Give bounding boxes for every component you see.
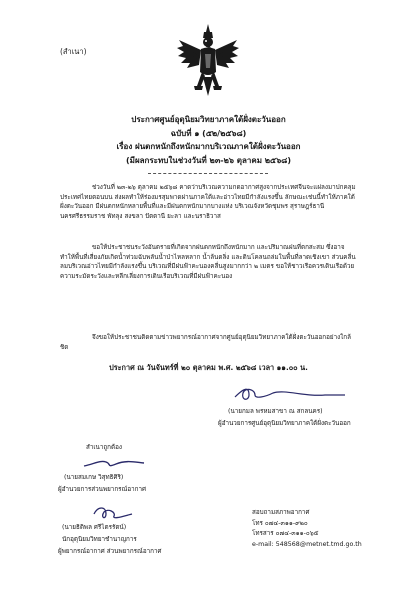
contact-fax: โทรสาร ๐๗๔-๓๑๑-๐๖๕: [252, 530, 319, 537]
director-name: (นายกมล พรหมสาขา ณ สกลนคร): [228, 408, 323, 415]
body-paragraph-3: จึงขอให้ประชาชนติดตามข่าวพยากรณ์อากาศจากศูนย์อุตุนิยมวิทยาภาคใต้ฝั่งตะวันออกอย่างใกล้ชิด: [60, 334, 351, 351]
director-signature: [215, 383, 375, 405]
forecaster-department: ผู้พยากรณ์อากาศ ส่วนพยากรณ์อากาศ: [58, 548, 162, 555]
announcement-header: [60, 113, 357, 167]
announcement-body-2: [60, 243, 357, 281]
contact-email[interactable]: e-mail: 548568@metnet.tmd.go.th: [252, 540, 362, 548]
forecast-director-name: (นายสมเกษ วิสุทธิศิริ): [64, 474, 124, 481]
garuda-emblem: [175, 22, 241, 102]
forecast-director-signature: [76, 454, 150, 472]
issued-date: ประกาศ ณ วันจันทร์ที่ ๒๐ ตุลาคม พ.ศ. ๒๕๖๘ เวลา ๑๑.๐๐ น.: [109, 363, 308, 372]
header-effective-dates: (มีผลกระทบในช่วงวันที่ ๒๓-๒๖ ตุลาคม ๒๕๖๘): [126, 155, 291, 165]
body-paragraph-1: ช่วงวันที่ ๒๓-๒๖ ตุลาคม ๒๕๖๘ คาดว่าบริเวณความกดอากาศสูงจากประเทศจีนจะแผ่ลงมาปกคลุมประเทศไทยตอนบน ส่งผลทำให้ร่องมรสุมพาดผ่านภาคใต้และอ่าวไทยมีกำลังแรงขึ้น ลักษณะเช่นนี้ทำให้ภาคใต้ฝั่งตะวันออก มีฝนตกหนักหลายพื้นที่และมีฝนตกหนักมากบางแห่ง บริเวณจังหวัดชุมพร สุราษฎร์ธานี นครศรีธรรมราช พัทลุง สงขลา ปัตตานี ยะลา และนราธิวาส: [60, 184, 356, 220]
header-subject: เรื่อง ฝนตกหนักถึงหนักมากบริเวณภาคใต้ฝั่งตะวันออก: [116, 142, 301, 151]
announcement-body: [60, 183, 357, 221]
director-position: ผู้อำนวยการศูนย์อุตุนิยมวิทยาภาคใต้ฝั่งตะวันออก: [218, 420, 351, 427]
forecaster-position: นักอุตุนิยมวิทยาชำนาญการ: [62, 536, 137, 543]
body-paragraph-2: ขอให้ประชาชนระวังอันตรายที่เกิดจากฝนตกหนักถึงหนักมาก และปริมาณฝนที่ตกสะสม ซึ่งอาจทำให้พื้นที่เสี่ยงภัยเกิดน้ำท่วมฉับพลันน้ำป่าไหลหลาก น้ำล้นตลิ่ง และดินโคลนถล่มในพื้นที่ลาดเชิงเขา ส่วนคลื่นลมบริเวณอ่าวไทยมีกำลังแรงขึ้น บริเวณที่มีฝนฟ้าคะนองคลื่นสูงมากกว่า ๒ เมตร ขอให้ชาวเรือควรเดินเรือด้วยความระมัดระวังและหลีกเลี่ยงการเดินเรือบริเวณที่มีฝนฟ้าคะนอง: [60, 244, 356, 280]
contact-block: [252, 508, 362, 550]
header-divider: [148, 173, 268, 174]
announcement-body-3: [60, 333, 357, 352]
certified-copy-label: สำเนาถูกต้อง: [86, 444, 122, 451]
contact-office: สอบถามสภาพอากาศ: [252, 509, 310, 516]
forecaster-signature: [84, 504, 144, 522]
forecast-director-position: ผู้อำนวยการส่วนพยากรณ์อากาศ: [58, 486, 147, 493]
contact-phone: โทร ๐๗๔-๓๑๑-๙๒๐: [252, 519, 308, 527]
forecaster-name: (นายธิติพล ศรีไตรรัตน์): [62, 524, 127, 531]
header-title: ประกาศศูนย์อุตุนิยมวิทยาภาคใต้ฝั่งตะวันออก: [131, 115, 286, 124]
header-issue-number: ฉบับที่ ๑ (๕๒/๒๕๖๘): [170, 128, 247, 138]
copy-label: (สำเนา): [60, 47, 87, 56]
